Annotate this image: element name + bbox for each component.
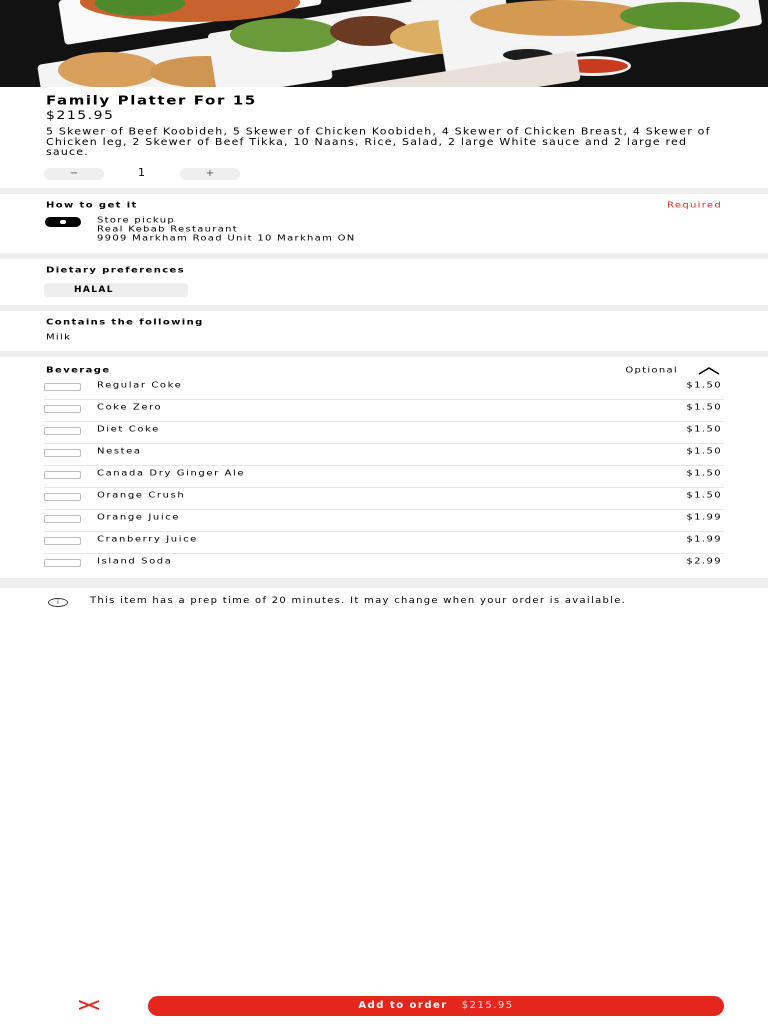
beverage-checkbox[interactable]: [44, 537, 81, 545]
beverage-option[interactable]: [44, 378, 724, 400]
fulfillment-label: How to get it: [46, 201, 138, 211]
dietary-label: Dietary preferences: [46, 266, 186, 276]
beverage-name: Nestea: [97, 447, 142, 457]
beverage-price: $1.50: [686, 447, 722, 457]
beverage-checkbox[interactable]: [44, 471, 81, 479]
section-divider: [0, 578, 768, 588]
beverage-name: Orange Juice: [97, 513, 181, 523]
section-divider: [0, 305, 768, 311]
beverage-name: Cranberry Juice: [97, 535, 198, 545]
beverage-option[interactable]: [44, 400, 724, 422]
beverage-price: $2.99: [686, 557, 722, 567]
hero-food-image: [0, 0, 768, 87]
beverage-name: Coke Zero: [97, 403, 163, 413]
quantity-decrement-button[interactable]: −: [44, 168, 104, 180]
beverage-checkbox[interactable]: [44, 559, 81, 567]
info-icon: i: [48, 598, 68, 607]
beverage-name: Island Soda: [97, 557, 173, 567]
item-price: $215.95: [46, 109, 115, 123]
store-pickup-radio[interactable]: [45, 217, 81, 227]
add-to-order-price: $215.95: [461, 1000, 514, 1011]
beverage-option[interactable]: [44, 466, 724, 488]
contains-label: Contains the following: [46, 318, 204, 328]
add-to-order-label: Add to order: [358, 1000, 448, 1011]
beverage-checkbox[interactable]: [44, 515, 81, 523]
beverage-price: $1.50: [686, 469, 722, 479]
quantity-increment-button[interactable]: +: [180, 168, 240, 180]
beverage-price: $1.99: [686, 535, 722, 545]
beverage-price: $1.50: [686, 403, 722, 413]
beverage-option[interactable]: [44, 422, 724, 444]
beverage-name: Canada Dry Ginger Ale: [97, 469, 246, 479]
quantity-value: 1: [138, 166, 145, 179]
item-title: Family Platter For 15: [46, 93, 257, 108]
beverage-checkbox[interactable]: [44, 493, 81, 501]
prep-time-note: This item has a prep time of 20 minutes. It may change when your order is available.: [90, 596, 627, 606]
item-description: 5 Skewer of Beef Koobideh, 5 Skewer of Chicken Koobideh, 4 Skewer of Chicken Breast, 4 Skewer of Chicken leg, 2 Skewer of Beef Tikka, 10 Naans, Rice, Salad, 2 large White sauce and 2 large red sauce.: [46, 126, 711, 158]
beverage-name: Orange Crush: [97, 491, 186, 501]
dietary-chip: HALAL: [44, 283, 188, 297]
beverage-checkbox[interactable]: [44, 449, 81, 457]
beverage-checkbox[interactable]: [44, 427, 81, 435]
contains-value: Milk: [46, 333, 72, 343]
add-to-order-button[interactable]: [148, 996, 724, 1016]
beverage-name: Diet Coke: [97, 425, 160, 435]
beverage-price: $1.50: [686, 491, 722, 501]
beverage-price: $1.99: [686, 513, 722, 523]
beverage-option[interactable]: [44, 510, 724, 532]
section-divider: [0, 253, 768, 259]
restaurant-address: 9909 Markham Road Unit 10 Markham ON: [97, 234, 356, 244]
restaurant-name: Real Kebab Restaurant: [97, 225, 238, 235]
beverage-checkbox[interactable]: [44, 383, 81, 391]
chevron-up-icon[interactable]: [697, 366, 721, 376]
beverage-option[interactable]: [44, 444, 724, 466]
optional-label: Optional: [625, 366, 678, 376]
required-badge: Required: [667, 201, 722, 211]
section-divider: [0, 188, 768, 194]
close-icon[interactable]: [76, 999, 102, 1011]
pickup-option-label[interactable]: Store pickup: [97, 216, 176, 226]
beverage-price: $1.50: [686, 381, 722, 391]
beverage-name: Regular Coke: [97, 381, 183, 391]
beverage-price: $1.50: [686, 425, 722, 435]
beverage-option[interactable]: [44, 488, 724, 510]
beverage-label: Beverage: [46, 366, 111, 376]
beverage-checkbox[interactable]: [44, 405, 81, 413]
section-divider: [0, 351, 768, 357]
beverage-option[interactable]: [44, 554, 724, 576]
beverage-option[interactable]: [44, 532, 724, 554]
